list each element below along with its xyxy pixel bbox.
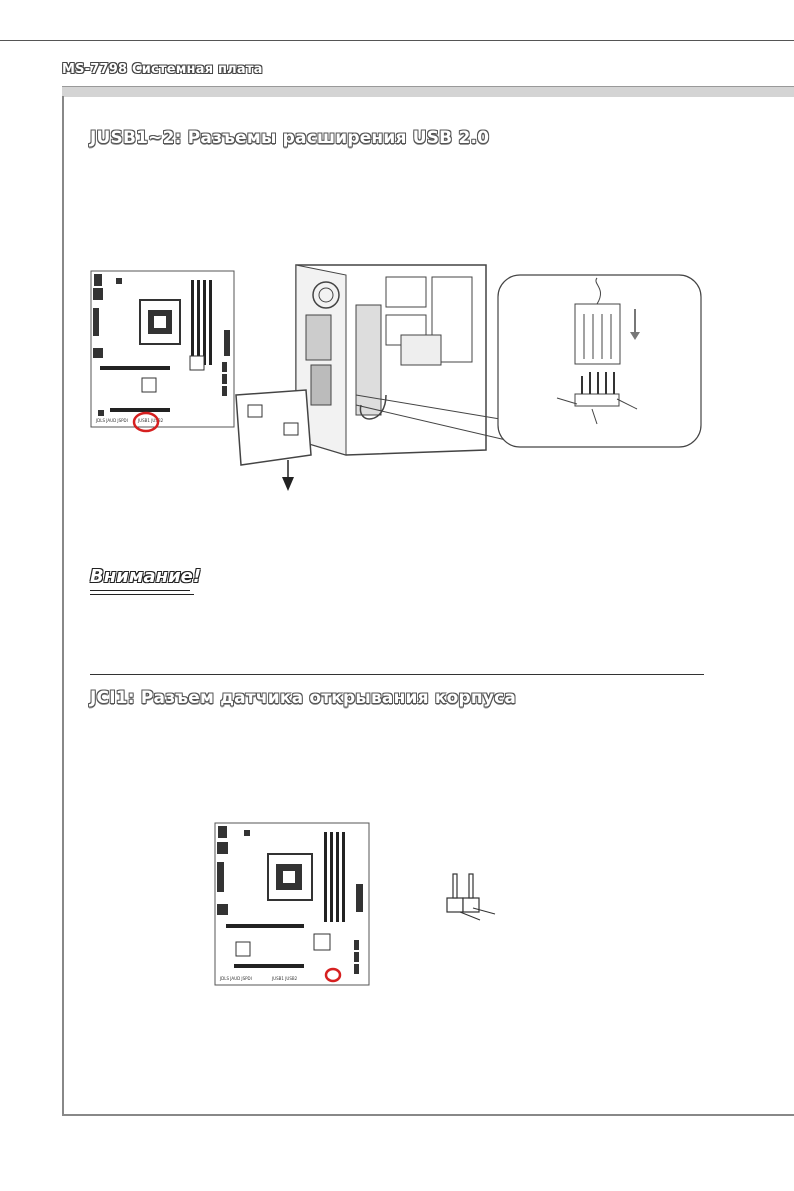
svg-text:JUSB1 JUSB2: JUSB1 JUSB2 bbox=[272, 976, 298, 981]
section-divider bbox=[90, 674, 704, 675]
section-title-jusb: JUSB1~2: Разъемы расширения USB 2.0 bbox=[90, 128, 490, 148]
page-header-title: MS-7798 Системная плата bbox=[62, 62, 263, 77]
motherboard-illustration-jci1 bbox=[214, 822, 370, 988]
crop-line bbox=[0, 40, 794, 41]
svg-text:JUSB1 JUSB2: JUSB1 JUSB2 bbox=[138, 418, 164, 423]
jci1-two-pin-header bbox=[440, 866, 510, 926]
note-underline-2 bbox=[90, 594, 194, 595]
section-title-jci1: JCI1: Разъем датчика открывания корпуса bbox=[90, 688, 517, 708]
pc-case-usb-bracket-illustration bbox=[236, 255, 496, 495]
svg-text:JDLS JAUD JSPDI: JDLS JAUD JSPDI bbox=[220, 976, 252, 981]
motherboard-illustration-jusb bbox=[90, 270, 235, 430]
svg-text:JDLS JAUD JSPDI: JDLS JAUD JSPDI bbox=[96, 418, 128, 423]
note-underline-1 bbox=[90, 590, 190, 591]
note-heading: Внимание! bbox=[90, 566, 202, 587]
page-frame bbox=[62, 96, 794, 1116]
usb-header-closeup bbox=[497, 274, 702, 449]
